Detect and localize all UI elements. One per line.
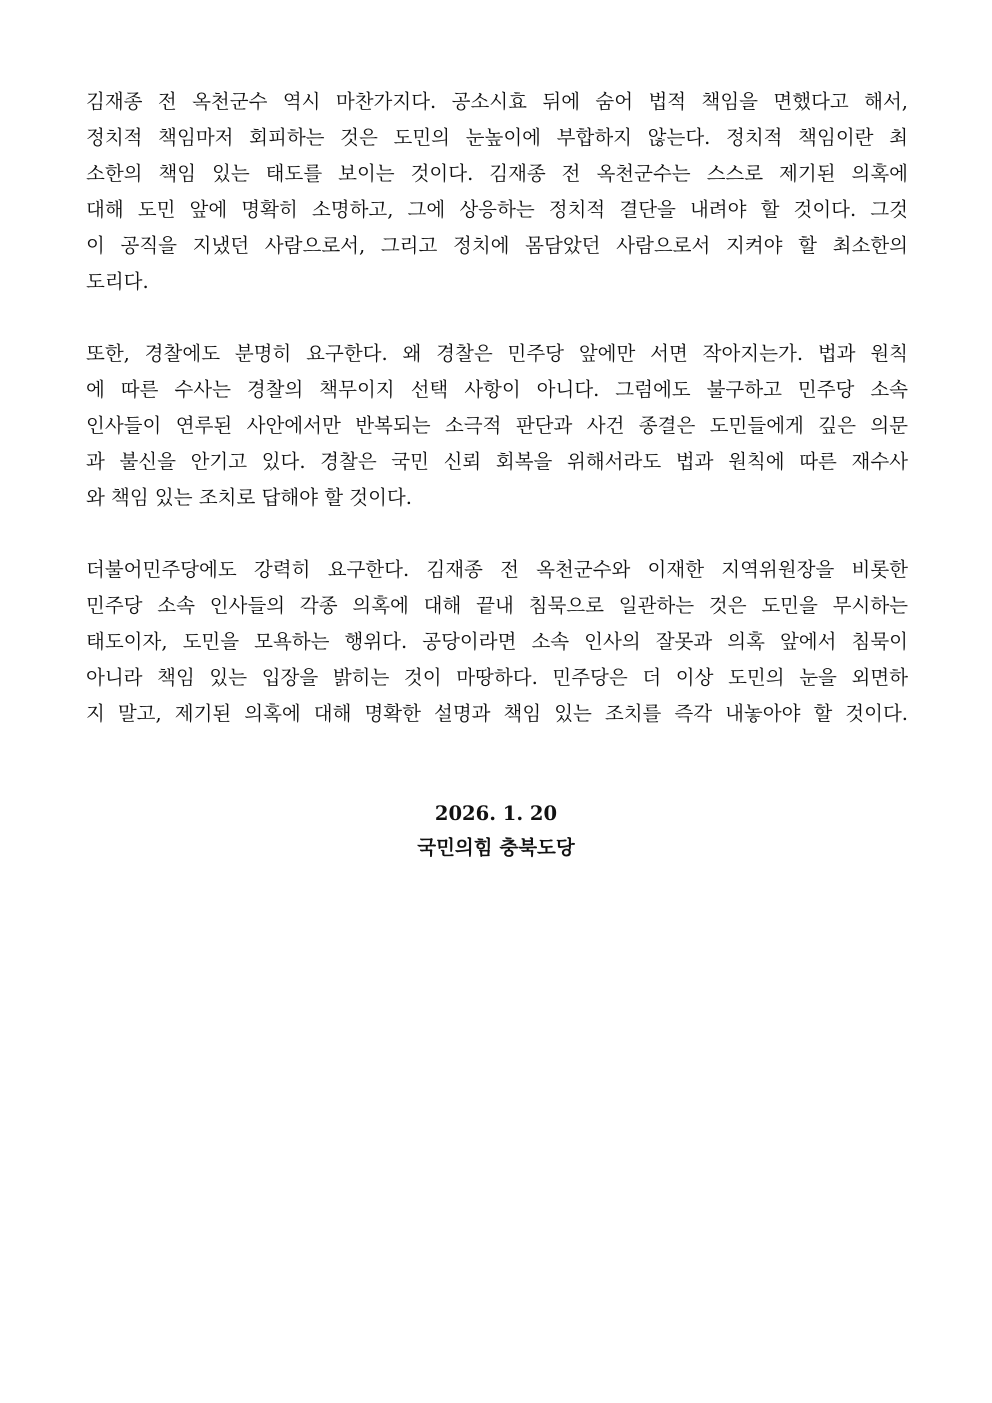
paragraph-3 <box>86 552 908 732</box>
paragraph-line: 와 책임 있는 조치로 답해야 할 것이다. <box>86 486 412 509</box>
paragraph-line: 도리다. <box>86 270 149 293</box>
paragraph-line: 인사들이 연루된 사안에서만 반복되는 소극적 판단과 사건 종결은 도민들에게 깊은 의문 <box>86 414 908 437</box>
paragraph-line: 아니라 책임 있는 입장을 밝히는 것이 마땅하다. 민주당은 더 이상 도민의 눈을 외면하 <box>86 666 908 689</box>
paragraph-line: 소한의 책임 있는 태도를 보이는 것이다. 김재종 전 옥천군수는 스스로 제기된 의혹에 <box>86 162 908 185</box>
document-body <box>86 84 908 768</box>
paragraph-line: 이 공직을 지냈던 사람으로서, 그리고 정치에 몸담았던 사람으로서 지켜야 할 최소한의 <box>86 234 908 257</box>
paragraph-1 <box>86 84 908 300</box>
paragraph-line: 또한, 경찰에도 분명히 요구한다. 왜 경찰은 민주당 앞에만 서면 작아지는가. 법과 원칙 <box>86 342 908 365</box>
paragraph-line: 더불어민주당에도 강력히 요구한다. 김재종 전 옥천군수와 이재한 지역위원장을 비롯한 <box>86 558 908 581</box>
signature-block <box>0 797 992 865</box>
paragraph-line: 대해 도민 앞에 명확히 소명하고, 그에 상응하는 정치적 결단을 내려야 할 것이다. 그것 <box>86 198 908 221</box>
paragraph-line: 민주당 소속 인사들의 각종 의혹에 대해 끝내 침묵으로 일관하는 것은 도민을 무시하는 <box>86 594 908 617</box>
signature-date: 2026. 1. 20 <box>434 802 558 825</box>
paragraph-line: 정치적 책임마저 회피하는 것은 도민의 눈높이에 부합하지 않는다. 정치적 책임이란 최 <box>86 126 908 149</box>
paragraph-line: 지 말고, 제기된 의혹에 대해 명확한 설명과 책임 있는 조치를 즉각 내놓아야 할 것이다. <box>86 702 908 725</box>
paragraph-2 <box>86 336 908 516</box>
paragraph-line: 과 불신을 안기고 있다. 경찰은 국민 신뢰 회복을 위해서라도 법과 원칙에 따른 재수사 <box>86 450 908 473</box>
paragraph-line: 태도이자, 도민을 모욕하는 행위다. 공당이라면 소속 인사의 잘못과 의혹 앞에서 침묵이 <box>86 630 908 653</box>
signature-organization: 국민의힘 충북도당 <box>417 836 575 859</box>
paragraph-line: 김재종 전 옥천군수 역시 마찬가지다. 공소시효 뒤에 숨어 법적 책임을 면했다고 해서, <box>86 90 908 113</box>
paragraph-line: 에 따른 수사는 경찰의 책무이지 선택 사항이 아니다. 그럼에도 불구하고 민주당 소속 <box>86 378 908 401</box>
